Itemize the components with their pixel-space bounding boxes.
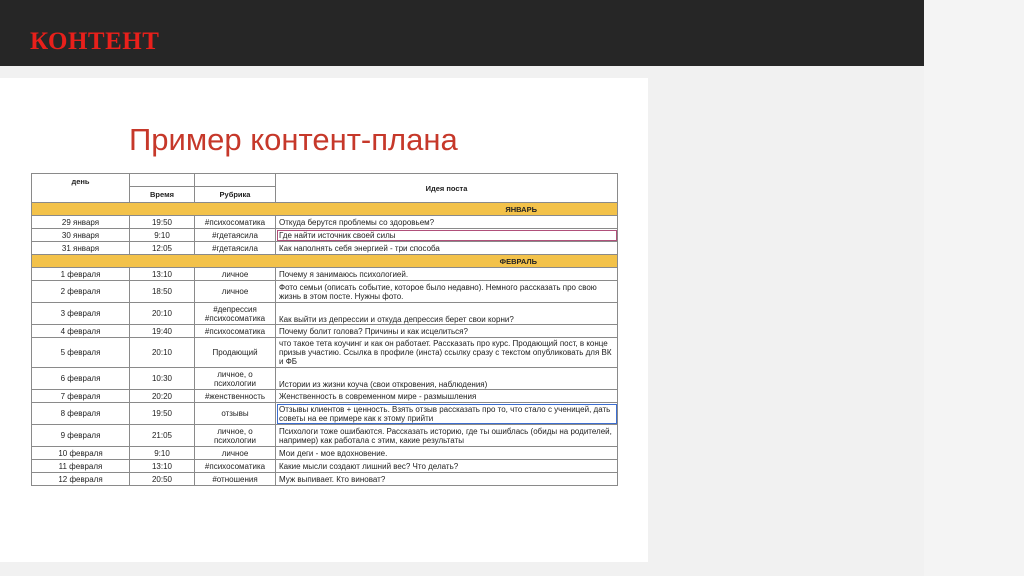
table-row	[32, 242, 618, 255]
cell-day: 11 февраля	[32, 460, 130, 473]
cell-rubric: личное, о психологии	[195, 368, 276, 390]
cell-idea: Какие мысли создают лишний вес? Что делать?	[276, 460, 618, 473]
cell-idea: Где найти источник своей силы	[276, 229, 618, 242]
cell-time: 19:40	[130, 325, 195, 338]
cell-time: 20:20	[130, 390, 195, 403]
header-idea: Идея поста	[276, 174, 618, 203]
cell-idea: Женственность в современном мире - размышления	[276, 390, 618, 403]
cell-idea: Откуда берутся проблемы со здоровьем?	[276, 216, 618, 229]
header-time-top	[130, 174, 195, 187]
cell-rubric: отзывы	[195, 403, 276, 425]
cell-time: 10:30	[130, 368, 195, 390]
cell-day: 3 февраля	[32, 303, 130, 325]
table-row	[32, 268, 618, 281]
cell-day: 8 февраля	[32, 403, 130, 425]
cell-idea: Истории из жизни коуча (свои откровения, наблюдения)	[276, 368, 618, 390]
cell-time: 19:50	[130, 216, 195, 229]
table-row	[32, 473, 618, 486]
header-day: день	[32, 174, 130, 203]
cell-day: 31 января	[32, 242, 130, 255]
cell-idea: Как наполнять себя энергией - три способа	[276, 242, 618, 255]
cell-day: 9 февраля	[32, 425, 130, 447]
cell-idea: Почему болит голова? Причины и как исцелиться?	[276, 325, 618, 338]
cell-time: 9:10	[130, 447, 195, 460]
cell-day: 4 февраля	[32, 325, 130, 338]
table-row	[32, 216, 618, 229]
cell-rubric: личное	[195, 281, 276, 303]
cell-time: 13:10	[130, 268, 195, 281]
table-row	[32, 368, 618, 390]
cell-day: 30 января	[32, 229, 130, 242]
month-row-february	[32, 255, 618, 268]
cell-idea: Почему я занимаюсь психологией.	[276, 268, 618, 281]
cell-day: 29 января	[32, 216, 130, 229]
cell-day: 10 февраля	[32, 447, 130, 460]
cell-rubric: Продающий	[195, 338, 276, 368]
cell-time: 13:10	[130, 460, 195, 473]
cell-time: 20:10	[130, 338, 195, 368]
cell-idea: Мои деги - мое вдохновение.	[276, 447, 618, 460]
cell-idea: Фото семьи (описать событие, которое было недавно). Немного рассказать про свою жизнь в этом посте. Нужны фото.	[276, 281, 618, 303]
header-time: Время	[130, 187, 195, 203]
month-label: ЯНВАРЬ	[32, 203, 618, 216]
cell-time: 12:05	[130, 242, 195, 255]
table-row	[32, 229, 618, 242]
month-label: ФЕВРАЛЬ	[32, 255, 618, 268]
content-plan-table	[31, 173, 618, 486]
cell-rubric: личное	[195, 447, 276, 460]
cell-rubric: личное, о психологии	[195, 425, 276, 447]
cell-time: 9:10	[130, 229, 195, 242]
cell-rubric: #психосоматика	[195, 216, 276, 229]
cell-rubric: #депрессия #психосоматика	[195, 303, 276, 325]
cell-rubric: #женственность	[195, 390, 276, 403]
cell-rubric: #психосоматика	[195, 460, 276, 473]
cell-time: 18:50	[130, 281, 195, 303]
cell-rubric: #гдетаясила	[195, 229, 276, 242]
table-row	[32, 303, 618, 325]
table-row	[32, 447, 618, 460]
table-row	[32, 403, 618, 425]
cell-day: 6 февраля	[32, 368, 130, 390]
slide-title: КОНТЕНТ	[30, 28, 160, 55]
cell-time: 21:05	[130, 425, 195, 447]
table-row	[32, 338, 618, 368]
header-rubric: Рубрика	[195, 187, 276, 203]
cell-idea: что такое тета коучинг и как он работает. Рассказать про курс. Продающий пост, в конце призыв участию. Ссылка в профиле (инста) ссылку сразу с текстом опубликовать для ВК и ФБ	[276, 338, 618, 368]
table-row	[32, 425, 618, 447]
cell-day: 5 февраля	[32, 338, 130, 368]
table-row	[32, 460, 618, 473]
cell-day: 2 февраля	[32, 281, 130, 303]
cell-rubric: #психосоматика	[195, 325, 276, 338]
cell-rubric: #отношения	[195, 473, 276, 486]
document-title: Пример контент-плана	[129, 122, 458, 157]
right-strip	[924, 0, 1024, 576]
cell-day: 12 февраля	[32, 473, 130, 486]
table-row	[32, 281, 618, 303]
cell-rubric: #гдетаясила	[195, 242, 276, 255]
table-row	[32, 325, 618, 338]
month-row-january	[32, 203, 618, 216]
cell-idea: Муж выпивает. Кто виноват?	[276, 473, 618, 486]
cell-day: 1 февраля	[32, 268, 130, 281]
cell-idea: Психологи тоже ошибаются. Рассказать историю, где ты ошиблась (обиды на родителей, например) как работала с этим, какие результаты	[276, 425, 618, 447]
cell-time: 20:10	[130, 303, 195, 325]
cell-rubric: личное	[195, 268, 276, 281]
table-row	[32, 390, 618, 403]
header-bar	[0, 0, 924, 66]
cell-day: 7 февраля	[32, 390, 130, 403]
cell-time: 19:50	[130, 403, 195, 425]
cell-time: 20:50	[130, 473, 195, 486]
header-rubric-top	[195, 174, 276, 187]
cell-idea: Отзывы клиентов + ценность. Взять отзыв рассказать про то, что стало с ученицей, дать советы на ее примере как к этому прийти	[276, 403, 618, 425]
cell-idea: Как выйти из депрессии и откуда депрессия берет свои корни?	[276, 303, 618, 325]
